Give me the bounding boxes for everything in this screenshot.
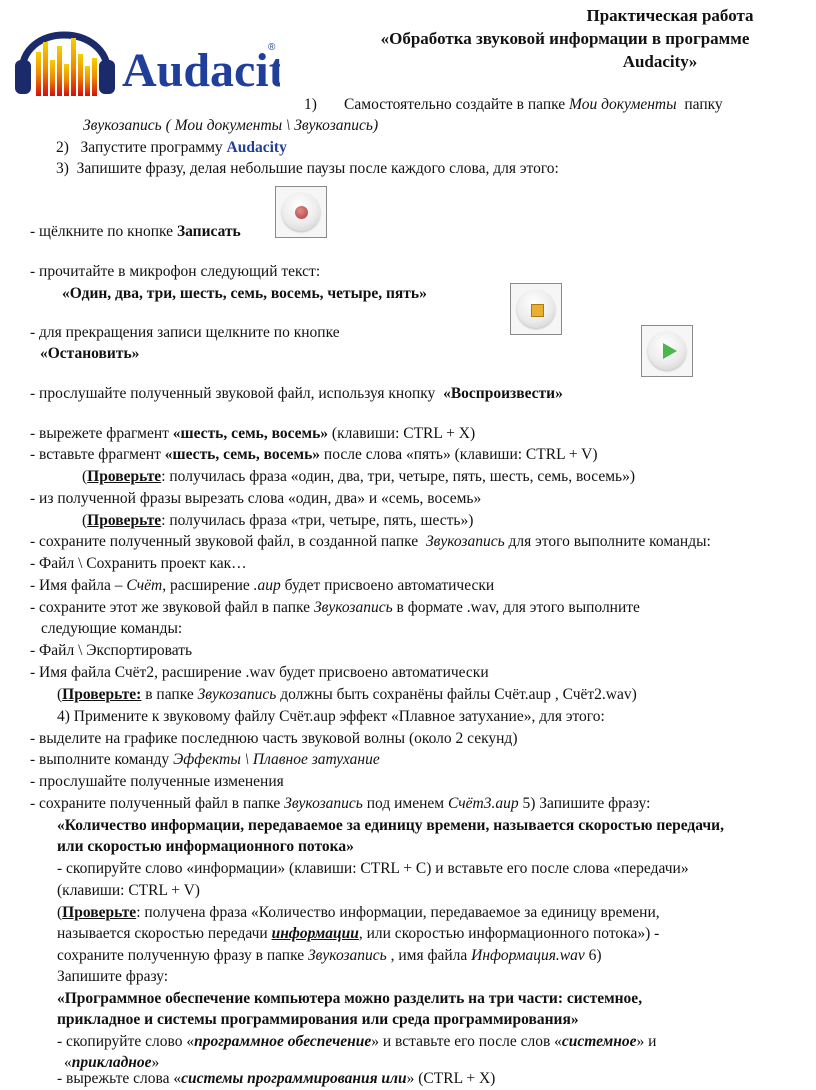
phrase-3-line-1: «Программное обеспечение компьютера можно разделить на три части: системное,: [57, 990, 643, 1007]
headphones-waveform-icon: [10, 4, 280, 104]
step-3: 3) Запишите фразу, делая небольшие паузы после каждого слова, для этого:: [56, 160, 559, 177]
stop-label: «Остановить»: [40, 345, 140, 362]
play-button[interactable]: [641, 325, 693, 377]
play-icon: [663, 343, 677, 359]
audacity-logo: [10, 4, 280, 104]
listen-2-instruction: - прослушайте полученные изменения: [30, 773, 284, 790]
title-line-2: «Обработка звуковой информации в программе: [380, 29, 750, 48]
copy-2-instruction: - скопируйте слово «программное обеспечение» и вставьте его после слов «системное» и: [57, 1033, 657, 1050]
logo-text: Audacit: [122, 44, 280, 97]
registered-mark: ®: [268, 42, 276, 53]
stop-icon: [531, 304, 544, 317]
check-4-line-2: называется скоростью передачи информации, или скоростью информационного потока») -: [57, 925, 660, 942]
read-instruction: - прочитайте в микрофон следующий текст:: [30, 263, 321, 280]
select-instruction: - выделите на графике последнюю часть звуковой волны (около 2 секунд): [30, 730, 518, 747]
save-4-instruction: сохраните полученную фразу в папке Звукозапись , имя файла Информация.wav 6): [57, 947, 602, 964]
title-line-1: Практическая работа: [586, 6, 754, 25]
cut-2-instruction: - из полученной фразы вырезать слова «один, два» и «семь, восемь»: [30, 490, 482, 507]
save-2-instruction: - сохраните этот же звуковой файл в папке Звукозапись в формате .wav, для этого выполните: [30, 599, 640, 616]
title-line-3: Audacity»: [622, 52, 698, 71]
step-6-write: Запишите фразу:: [57, 968, 169, 985]
paste-instruction: - вставьте фрагмент «шесть, семь, восемь» после слова «пять» (клавиши: CTRL + V): [30, 446, 598, 463]
step-1: 1) Самостоятельно создайте в папке Мои документы папку: [304, 96, 723, 113]
file-name-1: - Имя файла – Счёт, расширение .aup будет присвоено автоматически: [30, 577, 495, 594]
record-instruction: - щёлкните по кнопке Записать: [30, 223, 241, 240]
step-1-path: Звукозапись ( Мои документы \ Звукозапись): [83, 117, 379, 134]
copy-1-instruction: - скопируйте слово «информации» (клавиши: CTRL + C) и вставьте его после слова «передачи»: [57, 860, 689, 877]
stop-button[interactable]: [510, 283, 562, 335]
check-4-line-1: (Проверьте: получена фраза «Количество информации, передаваемое за единицу времени,: [57, 904, 660, 921]
file-name-2: - Имя файла Счёт2, расширение .wav будет присвоено автоматически: [30, 664, 489, 681]
phrase-3-line-2: прикладное и системы программирования или среда программирования»: [57, 1011, 579, 1028]
phrase-2-line-1: «Количество информации, передаваемое за единицу времени, называется скоростью передачи,: [57, 817, 724, 834]
step-2: 2) Запустите программу Audacity: [56, 139, 287, 156]
record-button[interactable]: [275, 186, 327, 238]
file-menu-save: - Файл \ Сохранить проект как…: [30, 555, 247, 572]
copy-1-keys: (клавиши: CTRL + V): [57, 882, 200, 899]
listen-instruction: - прослушайте полученный звуковой файл, используя кнопку «Воспроизвести»: [30, 385, 563, 402]
check-3: (Проверьте: в папке Звукозапись должны быть сохранёны файлы Счёт.aup , Счёт2.wav): [57, 686, 637, 703]
copy-2-continued: «прикладное»: [64, 1054, 160, 1071]
save-3-instruction: - сохраните полученный файл в папке Звукозапись под именем Счёт3.aup 5) Запишите фразу:: [30, 795, 651, 812]
cut-3-instruction: - вырежьте слова «системы программирования или» (CTRL + X): [57, 1070, 496, 1087]
save-1-instruction: - сохраните полученный звуковой файл, в созданной папке Звукозапись для этого выполните команды:: [30, 533, 711, 550]
phrase-2-line-2: или скоростью информационного потока»: [57, 838, 354, 855]
file-menu-export: - Файл \ Экспортировать: [30, 642, 193, 659]
step-4: 4) Примените к звуковому файлу Счёт.aup эффект «Плавное затухание», для этого:: [57, 708, 605, 725]
stop-instruction: - для прекращения записи щелкните по кнопке: [30, 324, 340, 341]
record-icon: [295, 206, 308, 219]
check-2: (Проверьте: получилась фраза «три, четыре, пять, шесть»): [82, 512, 474, 529]
save-2-continued: следующие команды:: [41, 620, 183, 637]
read-phrase: «Один, два, три, шесть, семь, восемь, четыре, пять»: [62, 285, 427, 302]
check-1: (Проверьте: получилась фраза «один, два, три, четыре, пять, шесть, семь, восемь»): [82, 468, 636, 485]
cut-instruction: - вырежете фрагмент «шесть, семь, восемь» (клавиши: CTRL + X): [30, 425, 476, 442]
effect-command: - выполните команду Эффекты \ Плавное затухание: [30, 751, 380, 768]
